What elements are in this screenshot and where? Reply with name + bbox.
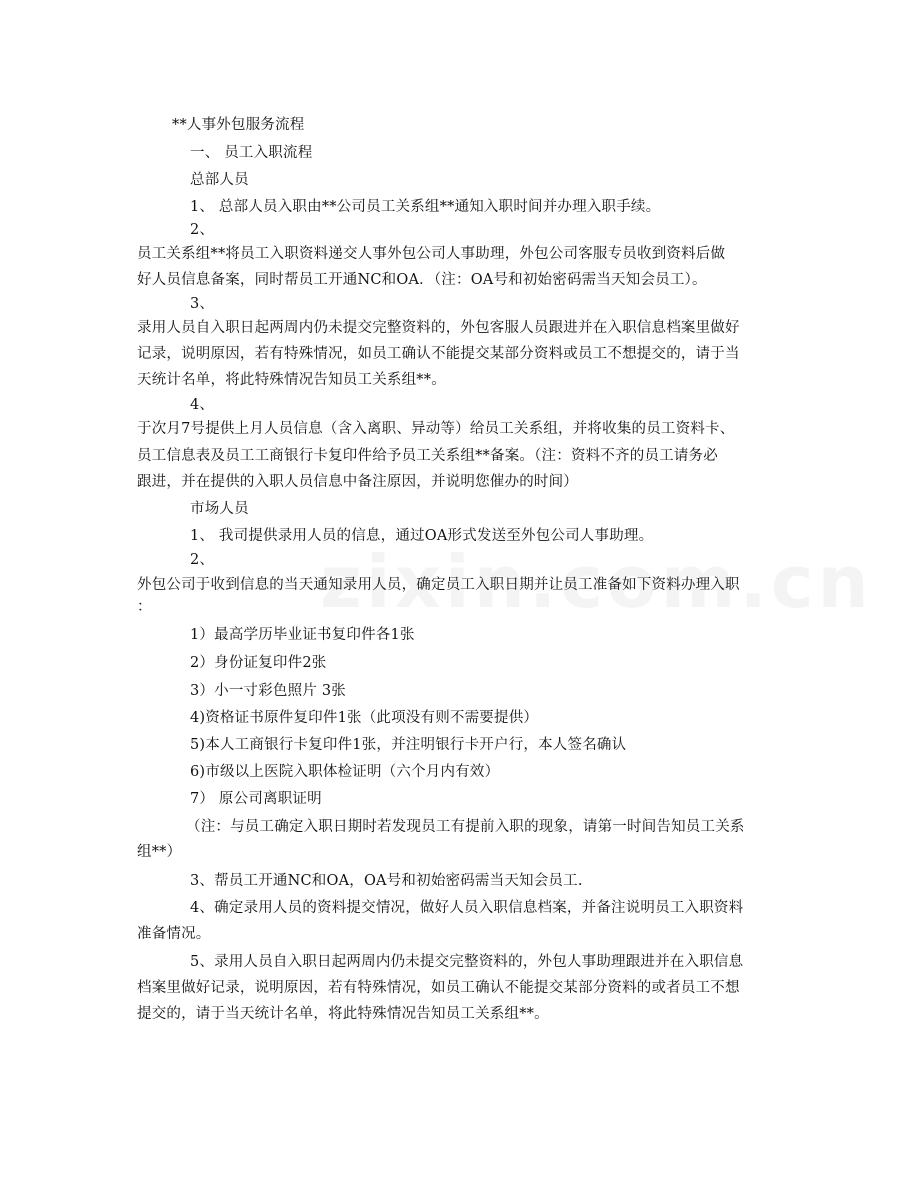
material-item: 3）小一寸彩色照片 3张	[190, 683, 346, 699]
market-heading: 市场人员	[190, 501, 249, 517]
market-item-2-number: 2、	[190, 552, 215, 568]
hq-item-2-number: 2、	[190, 222, 215, 238]
market-item-2-line-2: ：	[137, 599, 152, 615]
market-item-4-line-2: 准备情况。	[137, 926, 211, 942]
market-item-2-line-1: 外包公司于收到信息的当天通知录用人员，确定员工入职日期并让员工准备如下资料办理入职	[137, 577, 740, 593]
hq-heading: 总部人员	[190, 172, 249, 188]
hq-item-4-line-3: 跟进，并在提供的入职人员信息中备注原因，并说明您催办的时间）	[137, 474, 578, 490]
material-item: 7） 原公司离职证明	[190, 791, 322, 807]
market-item-5-line-3: 提交的，请于当天统计名单，将此特殊情况告知员工关系组**。	[137, 1006, 549, 1022]
material-item: 6)市级以上医院入职体检证明（六个月内有效）	[190, 764, 500, 780]
hq-item-3-line-1: 录用人员自入职日起两周内仍未提交完整资料的，外包客服人员跟进并在入职信息档案里做好	[137, 320, 740, 336]
hq-item-2-line-1: 员工关系组**将员工入职资料递交人事外包公司人事助理，外包公司客服专员收到资料后做	[137, 246, 726, 262]
material-item: 1）最高学历毕业证书复印件各1张	[190, 627, 415, 643]
hq-item-4-line-2: 员工信息表及员工工商银行卡复印件给予员工关系组**备案。（注：资料不齐的员工请务必	[137, 448, 718, 464]
hq-item-4-number: 4、	[190, 397, 215, 413]
market-item-5-line-1: 5、录用人员自入职日起两周内仍未提交完整资料的，外包人事助理跟进并在入职信息	[190, 954, 744, 970]
hq-item-4-line-1: 于次月7号提供上月人员信息（含入离职、异动等）给员工关系组，并将收集的员工资料卡、	[137, 421, 735, 437]
hq-item-2-line-2: 好人员信息备案，同时帮员工开通NC和OA．（注：OA号和初始密码需当天知会员工）。	[137, 272, 707, 288]
material-item: 4)资格证书原件复印件1张（此项没有则不需要提供）	[190, 710, 539, 726]
hq-item-3-line-3: 天统计名单，将此特殊情况告知员工关系组**。	[137, 372, 446, 388]
market-item-4-line-1: 4、确定录用人员的资料提交情况，做好人员入职信息档案，并备注说明员工入职资料	[190, 900, 744, 916]
market-note-line-1: （注：与员工确定入职日期时若发现员工有提前入职的现象，请第一时间告知员工关系	[186, 819, 745, 835]
hq-item-1: 1、 总部人员入职由**公司员工关系组**通知入职时间并办理入职手续。	[190, 199, 661, 215]
doc-title: **人事外包服务流程	[172, 117, 305, 133]
material-item: 2）身份证复印件2张	[190, 655, 327, 671]
market-item-3: 3、帮员工开通NC和OA，OA号和初始密码需当天知会员工.	[190, 873, 583, 889]
section-heading: 一、 员工入职流程	[190, 145, 313, 161]
material-item: 5)本人工商银行卡复印件1张，并注明银行卡开户行，本人签名确认	[190, 737, 627, 753]
market-item-1: 1、 我司提供录用人员的信息，通过OA形式发送至外包公司人事助理。	[190, 528, 654, 544]
market-item-5-line-2: 档案里做好记录，说明原因，若有特殊情况，如员工确认不能提交某部分资料的或者员工不想	[137, 980, 740, 996]
market-note-line-2: 组**）	[137, 844, 182, 860]
hq-item-3-number: 3、	[190, 296, 215, 312]
hq-item-3-line-2: 记录，说明原因，若有特殊情况，如员工确认不能提交某部分资料或员工不想提交的，请于当	[137, 346, 740, 362]
